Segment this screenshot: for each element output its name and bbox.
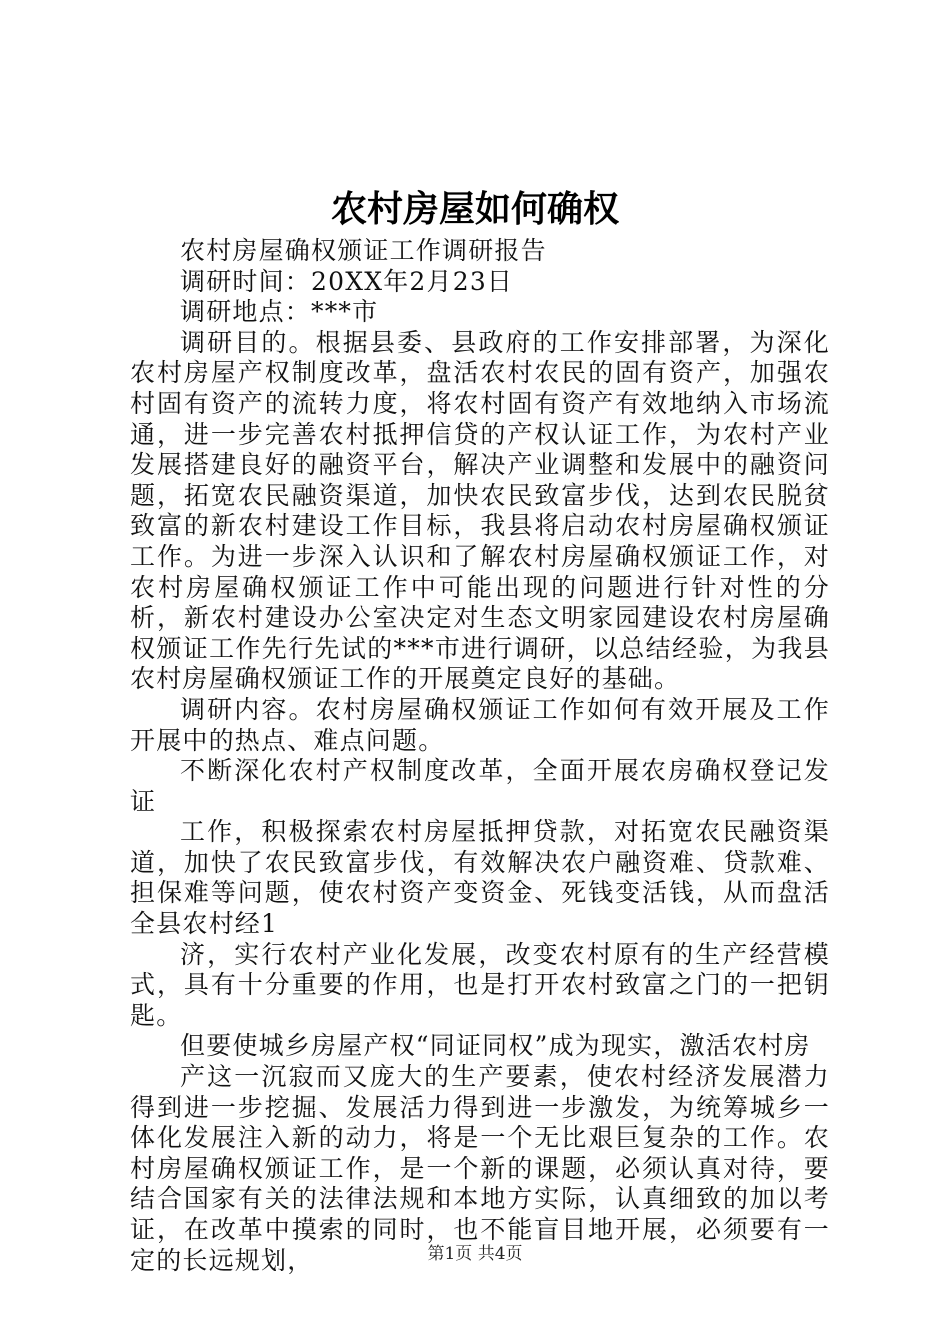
body-paragraph: 但要使城乡房屋产权“同证同权”成为现实，激活农村房 (180, 1031, 811, 1061)
body-paragraph: 工作，积极探索农村房屋抵押贷款，对拓宽农民融资渠道，加快了农民致富步伐，有效解决农户融资难、贷款难、担保难等问题，使农村资产变资金、死钱变活钱，从而盘活全县农村经1 (130, 817, 830, 939)
body-paragraph: 济，实行农村产业化发展，改变农村原有的生产经营模式，具有十分重要的作用，也是打开农村致富之门的一把钥匙。 (130, 939, 830, 1030)
report-subtitle-paragraph: 农村房屋确权颁证工作调研报告 (180, 236, 547, 265)
research-content-paragraph: 调研内容。农村房屋确权颁证工作如何有效开展及工作开展中的热点、难点问题。 (130, 694, 830, 755)
body-paragraph: 产这一沉寂而又庞大的生产要素，使农村经济发展潜力得到进一步挖掘、发展活力得到进一步激发，为统筹城乡一体化发展注入新的动力，将是一个无比艰巨复杂的工作。农村房屋确权颁证工作，是一个新的课题，必须认真对待，要结合国家有关的法律法规和本地方实际，认真细致的加以考证，在改革中摸索的同时，也不能盲目地开展，必须要有一定的长远规划， (130, 1062, 830, 1275)
body-paragraph: 不断深化农村产权制度改革，全面开展农房确权登记发证 (130, 756, 830, 816)
research-time-paragraph: 调研时间：20XX年2月23日 (180, 266, 514, 296)
document-title: 农村房屋如何确权 (330, 188, 619, 230)
research-location-paragraph: 调研地点：***市 (180, 297, 379, 327)
research-purpose-paragraph: 调研目的。根据县委、县政府的工作安排部署，为深化农村房屋产权制度改革，盘活农村农民的固有资产，加强农村固有资产的流转力度，将农村固有资产有效地纳入市场流通，进一步完善农村抵押信贷的产权认证工作，为农村产业发展搭建良好的融资平台，解决产业调整和发展中的融资问题，拓宽农民融资渠道，加快农民致富步伐，达到农民脱贫致富的新农村建设工作目标，我县将启动农村房屋确权颁证工作。为进一步深入认识和了解农村房屋确权颁证工作，对农村房屋确权颁证工作中可能出现的问题进行针对性的分析，新农村建设办公室决定对生态文明家园建设农村房屋确权颁证工作先行先试的***市进行调研，以总结经验，为我县农村房屋确权颁证工作的开展奠定良好的基础。 (130, 327, 830, 694)
page-number-footer: 第1页 共4页 (427, 1244, 523, 1264)
document-body (130, 236, 830, 1276)
